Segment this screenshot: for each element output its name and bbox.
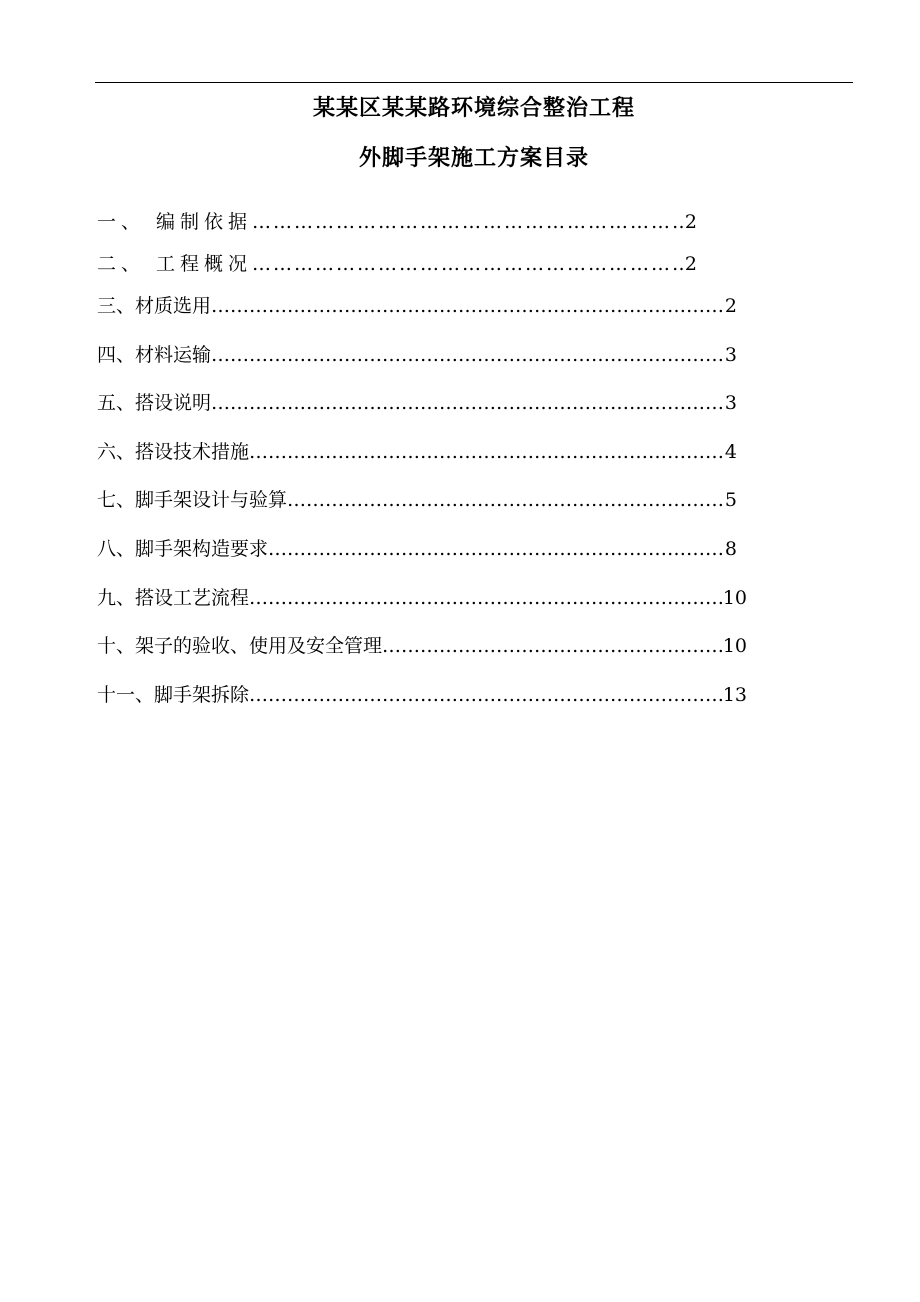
toc-entry-page: 5 — [724, 489, 737, 512]
document-subtitle: 外脚手架施工方案目录 — [358, 146, 589, 171]
toc-leader-dots — [287, 485, 724, 515]
toc-entry-page: 8 — [724, 537, 737, 560]
toc-leader-dots — [211, 340, 724, 370]
toc-leader-dots — [249, 437, 724, 467]
toc-entry[interactable] — [97, 291, 737, 340]
toc-entry-page: 3 — [724, 343, 737, 366]
toc-entry-page: 2 — [724, 295, 737, 317]
toc-leader-dots — [252, 249, 684, 279]
toc-entry-label: 八、脚手架构造要求 — [97, 537, 269, 560]
document-title: 某某区某某路环境综合整治工程 — [312, 96, 635, 121]
toc-entry-label: 十、架子的验收、使用及安全管理 — [97, 635, 383, 658]
toc-entry-label: 一、 编制依据 — [97, 211, 253, 233]
toc-leader-dots — [382, 631, 722, 661]
toc-entry[interactable] — [97, 437, 737, 486]
toc-entry-page: 13 — [722, 683, 747, 706]
toc-entry[interactable] — [97, 583, 747, 632]
toc-entry[interactable] — [97, 249, 697, 291]
header-rule — [95, 82, 853, 83]
toc-leader-dots — [268, 534, 724, 564]
toc-entry[interactable] — [97, 631, 747, 680]
toc-entry-label: 七、脚手架设计与验算 — [97, 489, 288, 512]
toc-entry-page: 10 — [722, 635, 747, 658]
toc-leader-dots — [211, 388, 724, 418]
toc-entry-page: 3 — [724, 392, 737, 415]
table-of-contents — [97, 207, 757, 728]
toc-leader-dots — [249, 680, 722, 710]
toc-entry[interactable] — [97, 207, 697, 249]
toc-entry-label: 九、搭设工艺流程 — [97, 586, 250, 609]
toc-entry[interactable] — [97, 388, 737, 437]
toc-entry-page: 2 — [684, 253, 697, 275]
toc-entry-page: 10 — [722, 586, 747, 609]
toc-entry[interactable] — [97, 534, 737, 583]
toc-entry-label: 十一、脚手架拆除 — [97, 683, 250, 706]
toc-entry-label: 六、搭设技术措施 — [97, 440, 250, 463]
toc-entry[interactable] — [97, 485, 737, 534]
toc-leader-dots — [252, 207, 684, 237]
toc-entry-page: 4 — [724, 440, 737, 463]
toc-leader-dots — [211, 291, 724, 321]
toc-entry[interactable] — [97, 340, 737, 389]
toc-entry-label: 三、材质选用 — [97, 295, 212, 317]
toc-entry-label: 四、材料运输 — [97, 343, 212, 366]
toc-leader-dots — [249, 583, 722, 613]
toc-entry-label: 二、 工程概况 — [97, 253, 253, 275]
toc-entry-label: 五、搭设说明 — [97, 392, 212, 415]
toc-entry[interactable] — [97, 680, 747, 729]
toc-entry-page: 2 — [684, 211, 697, 233]
